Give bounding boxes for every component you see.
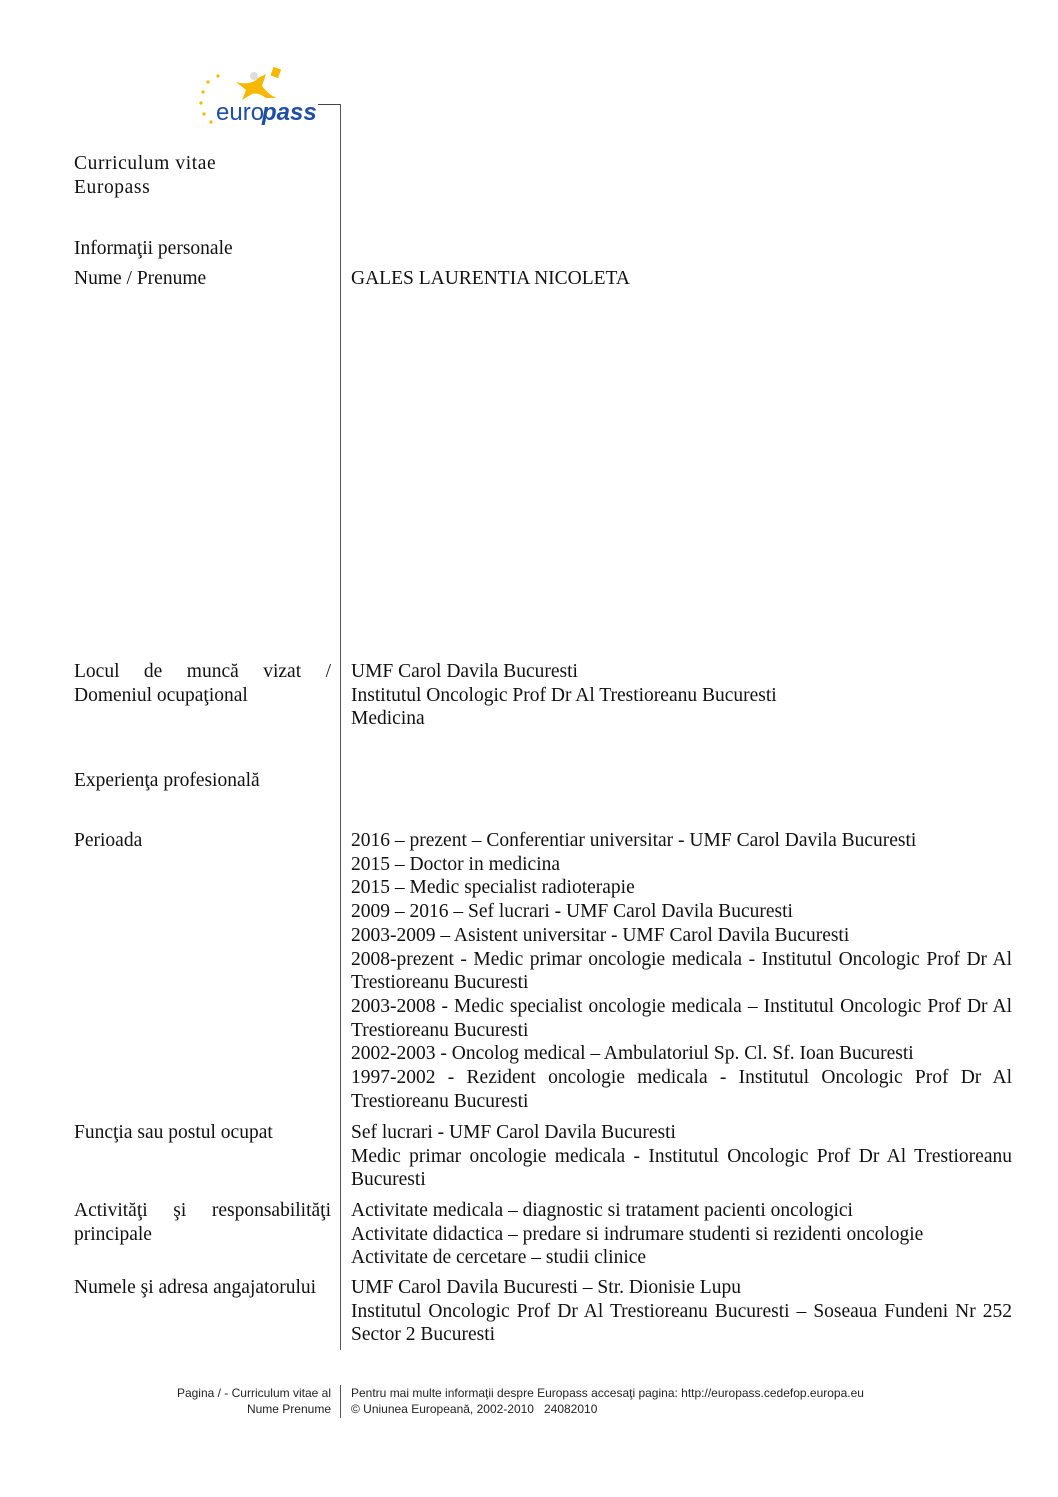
title-line-2: Europass [74,176,151,198]
period-item: 2015 – Doctor in medicina [351,853,561,875]
workplace-label: Locul de muncă vizat / Domeniul ocupaţional [74,661,331,706]
footer-divider [340,1385,341,1418]
name-label: Nume / Prenume [74,268,207,289]
footer-right: Pentru mai multe informaţii despre Europass accesaţi pagina: http://europass.cedefop.europa.eu © Uniunea Europeană, 2002-2010 24082010 [351,1386,864,1416]
employer-label: Numele şi adresa angajatorului [74,1277,317,1298]
period-item: 2009 – 2016 – Sef lucrari - UMF Carol Davila Bucuresti [351,901,793,923]
column-divider [340,104,341,1350]
footer-left: Pagina / - Curriculum vitae al Nume Prenume [176,1386,331,1416]
period-item: 2003-2009 – Asistent universitar - UMF Carol Davila Bucuresti [351,924,850,946]
period-item: 2003-2008 - Medic specialist oncologie medicala – Institutul Oncologic Prof Dr Al Trestioreanu Bucuresti [351,995,1012,1041]
svg-text:euro: euro [216,99,265,126]
name-value: GALES LAURENTIA NICOLETA [351,268,630,289]
period-item: 2016 – prezent – Conferentiar universitar - UMF Carol Davila Bucuresti [351,830,917,851]
workplace-values: UMF Carol Davila Bucuresti Institutul Oncologic Prof Dr Al Trestioreanu Bucuresti Medicina [351,661,777,730]
position-label: Funcţia sau postul ocupat [74,1122,273,1143]
period-label: Perioada [74,830,143,851]
title-line-1: Curriculum vitae [74,153,217,174]
europass-logo [196,64,326,134]
position-list: Sef lucrari - UMF Carol Davila Bucuresti Medic primar oncologie medicala - Institutul Oncologic Prof Dr Al Trestioreanu Bucuresti [351,1122,1012,1191]
period-list [351,829,1012,1113]
period-item: 2002-2003 - Oncolog medical – Ambulatoriul Sp. Cl. Sf. Ioan Bucuresti [351,1043,914,1065]
employer-list: UMF Carol Davila Bucuresti – Str. Dionisie Lupu Institutul Oncologic Prof Dr Al Trestioreanu Bucuresti – Soseaua Fundeni Nr 252 Sector 2 Bucuresti [351,1277,1012,1346]
cv-page: euro pass Curriculum vitae Europass Informaţii personale Nume / Prenume GALES LAURENTIA NICOLETA Locul de muncă vizat / Domeniul ocupaţional UMF Carol Davila Bucuresti Institutul Oncologic Prof Dr Al Trestioreanu Bucuresti Medicina Experienţa profesională Perioada 2016 – prezent – Conferentiar universitar - UMF Carol Davila Bucuresti 2015 – Doctor in medicina 2015 – Medic specialist radioterapie 2009 – 2016 – Sef lucrari - UMF Carol Davila Bucuresti 2003-2009 – Asistent universitar - UMF Carol Davila Bucuresti 2008-prezent - Medic primar oncologie medicala - Institutul Oncologic Prof Dr Al Trestioreanu Bucuresti 2003-2008 - Medic specialist oncologie medicala – Institutul Oncologic Prof Dr Al Trestioreanu Bucuresti 2002-2003 - Oncolog medical – Ambulatoriul Sp. Cl. Sf. Ioan Bucuresti 1997-2002 - Rezident oncologie medicala - Institutul Oncologic Prof Dr Al Trestioreanu Bucuresti Funcţia sau postul ocupat Sef lucrari - UMF Carol Davila Bucuresti Medic primar oncologie medicala - Institutul Oncologic Prof Dr Al Trestioreanu Bucuresti Activităţi şi responsabilităţi principale Activitate medicala – diagnostic si tratament pacienti oncologici Activitate didactica – predare si indrumare studenti si rezidenti oncologie Activitate de cercetare – studii clinice Numele şi adresa angajatorului UMF Carol Davila Bucuresti – Str. Dionisie Lupu Institutul Oncologic Prof Dr Al Trestioreanu Bucuresti – Soseaua Fundeni Nr 252 Sector 2 Bucuresti Pagina / - Curriculum vitae al Nume Prenume Pentru mai multe informaţii despre Europass accesaţi pagina: http://europass.cedefop.europa.eu © Uniunea Europeană, 2002-2010 24082010 [0,0,1058,1497]
header-rule [318,104,341,105]
activities-label: Activităţi şi responsabilităţi principale [74,1200,331,1245]
activities-list: Activitate medicala – diagnostic si tratament pacienti oncologici Activitate didactica – predare si indrumare studenti si rezidenti oncologie Activitate de cercetare – studii clinice [351,1200,924,1269]
period-item: 1997-2002 - Rezident oncologie medicala - Institutul Oncologic Prof Dr Al Trestioreanu Bucuresti [351,1067,1012,1112]
period-item: 2015 – Medic specialist radioterapie [351,877,635,899]
cv-title [74,152,216,199]
svg-text:pass: pass [262,99,317,126]
period-item: 2008-prezent - Medic primar oncologie medicala - Institutul Oncologic Prof Dr Al Trestioreanu Bucuresti [351,948,1012,994]
